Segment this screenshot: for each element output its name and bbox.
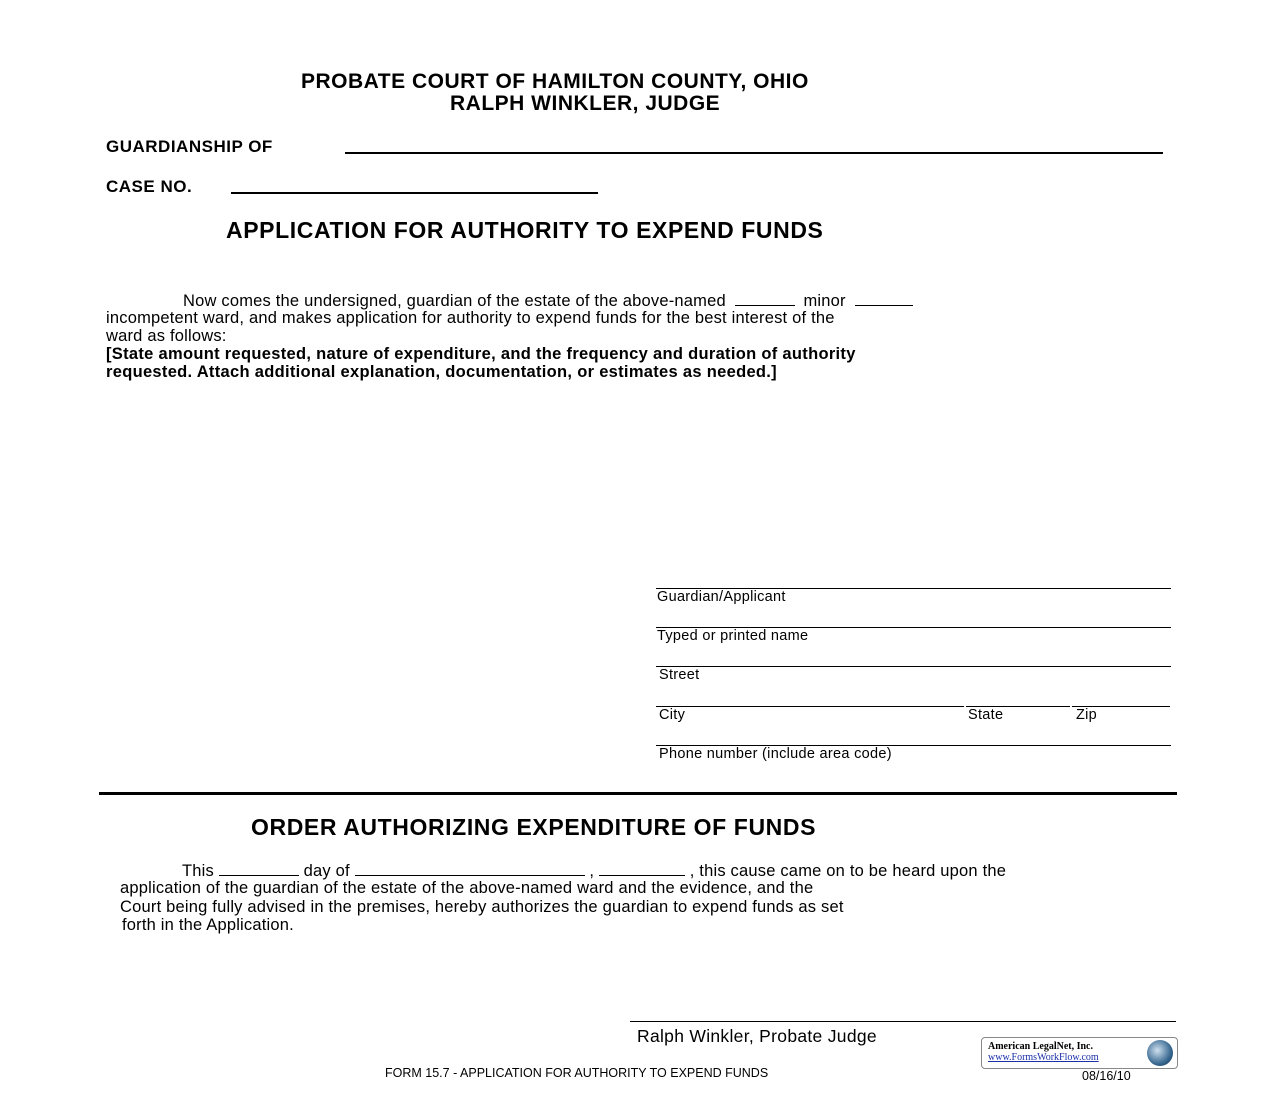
month-input[interactable] xyxy=(355,861,585,876)
section-divider xyxy=(99,792,1177,795)
phone-label: Phone number (include area code) xyxy=(659,746,892,762)
guardianship-input[interactable] xyxy=(345,152,1163,154)
judge-name: RALPH WINKLER, JUDGE xyxy=(450,92,721,115)
day-of-text: day of xyxy=(303,862,350,880)
comma-text: , xyxy=(589,862,595,880)
cause-text: , this cause came on to be heard upon the xyxy=(689,862,1007,880)
street-line[interactable] xyxy=(656,666,1171,667)
application-title: APPLICATION FOR AUTHORITY TO EXPEND FUNDS xyxy=(226,217,824,243)
order-title: ORDER AUTHORIZING EXPENDITURE OF FUNDS xyxy=(251,814,817,840)
globe-icon xyxy=(1147,1040,1173,1066)
case-no-input[interactable] xyxy=(231,192,598,194)
year-input[interactable] xyxy=(599,861,685,876)
city-label: City xyxy=(659,707,686,723)
case-no-label: CASE NO. xyxy=(106,177,193,196)
application-line2: incompetent ward, and makes application for authority to expend funds for the best interest of the xyxy=(106,309,835,327)
application-line1 xyxy=(183,291,913,310)
court-name: PROBATE COURT OF HAMILTON COUNTY, OHIO xyxy=(301,70,809,93)
logo-url[interactable]: www.FormsWorkFlow.com xyxy=(988,1052,1099,1063)
day-input[interactable] xyxy=(219,861,299,876)
order-line1 xyxy=(182,861,1006,880)
incompetent-checkbox-blank[interactable] xyxy=(855,291,913,306)
city-line[interactable] xyxy=(656,706,964,707)
state-label: State xyxy=(968,707,1004,723)
typed-name-label: Typed or printed name xyxy=(657,628,809,644)
this-text: This xyxy=(182,862,214,880)
minor-text: minor xyxy=(803,292,846,310)
form-footer: FORM 15.7 - APPLICATION FOR AUTHORITY TO EXPEND FUNDS xyxy=(385,1066,769,1080)
order-line3: Court being fully advised in the premises, hereby authorizes the guardian to expend funds as set xyxy=(120,898,844,916)
form-date: 08/16/10 xyxy=(1082,1069,1131,1083)
instructions-line1: [State amount requested, nature of expenditure, and the frequency and duration of authority xyxy=(106,345,856,363)
minor-checkbox-blank[interactable] xyxy=(735,291,795,306)
order-line2: application of the guardian of the estate of the above-named ward and the evidence, and the xyxy=(120,879,814,897)
application-line3: ward as follows: xyxy=(106,327,227,345)
order-line4: forth in the Application. xyxy=(122,916,294,934)
zip-label: Zip xyxy=(1076,707,1098,723)
judge-signature-label: Ralph Winkler, Probate Judge xyxy=(637,1026,877,1046)
guardianship-label: GUARDIANSHIP OF xyxy=(106,137,273,156)
line1-text: Now comes the undersigned, guardian of the estate of the above-named xyxy=(183,292,726,310)
logo-company: American LegalNet, Inc. xyxy=(988,1041,1093,1052)
american-legalnet-logo xyxy=(981,1037,1178,1069)
guardian-label: Guardian/Applicant xyxy=(657,589,786,605)
street-label: Street xyxy=(659,667,700,683)
judge-signature-line[interactable] xyxy=(630,1021,1176,1022)
instructions-line2: requested. Attach additional explanation, documentation, or estimates as needed.] xyxy=(106,363,777,381)
